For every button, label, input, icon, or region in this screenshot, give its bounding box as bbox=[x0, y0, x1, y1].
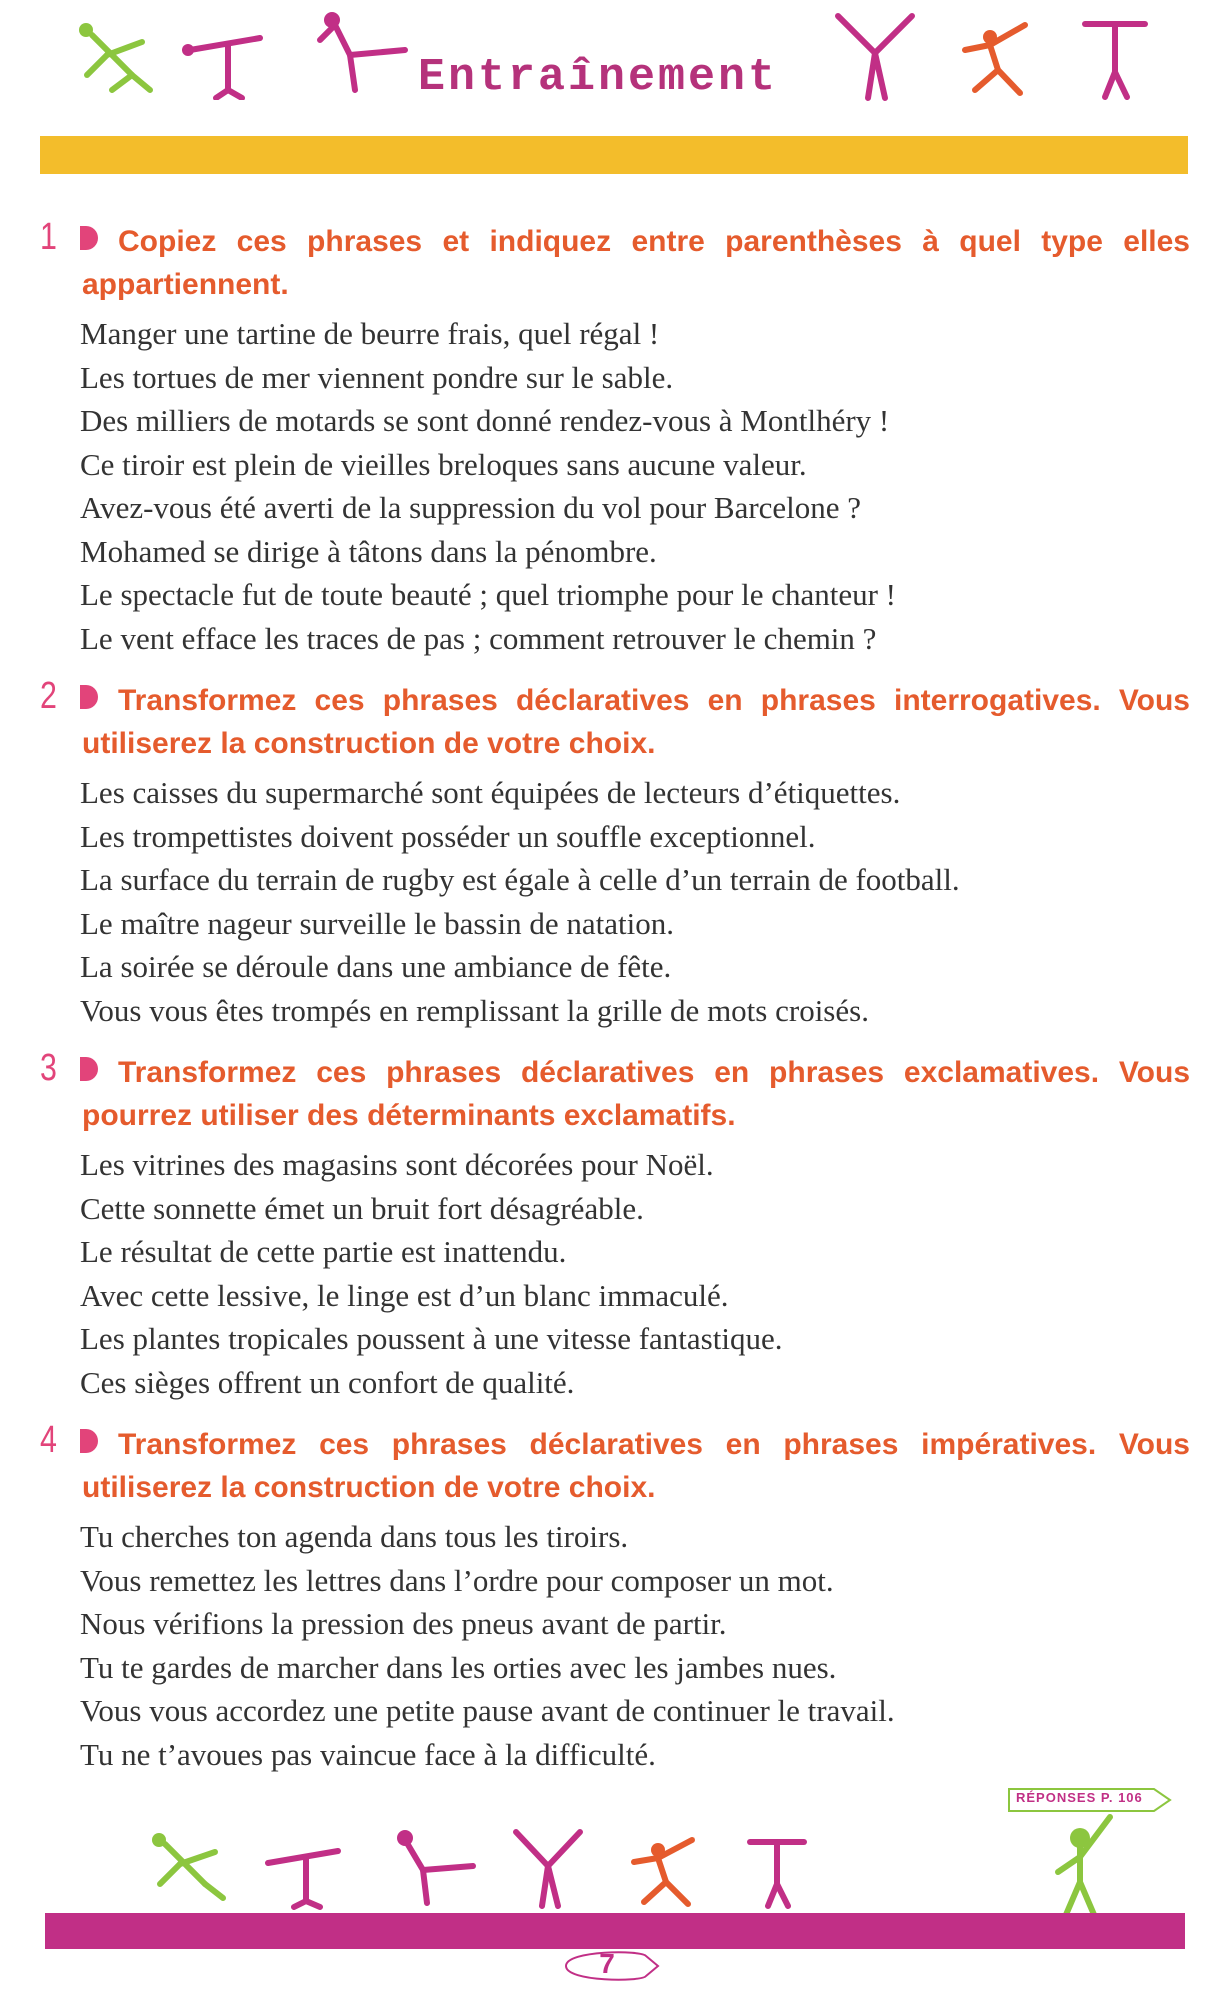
sentence-list bbox=[80, 1143, 1180, 1404]
acrobat-figure-icon bbox=[180, 20, 270, 100]
list-item: Tu ne t’avoues pas vaincue face à la difficulté. bbox=[80, 1736, 656, 1772]
page-number-badge bbox=[562, 1946, 660, 1986]
list-item: Le spectacle fut de toute beauté ; quel triomphe pour le chanteur ! bbox=[80, 577, 896, 612]
exercise-instruction: Transformez ces phrases déclaratives en phrases impératives. Vous utiliserez la construction de votre choix. bbox=[82, 1428, 1190, 1504]
list-item: Nous vérifions la pression des pneus avant de partir. bbox=[80, 1606, 727, 1641]
sentence-list bbox=[80, 312, 1180, 660]
list-item: Les caisses du supermarché sont équipées de lecteurs d’étiquettes. bbox=[80, 775, 901, 810]
acrobat-figure-icon bbox=[742, 1832, 812, 1910]
list-item: Vous remettez les lettres dans l’ordre pour composer un mot. bbox=[80, 1562, 834, 1598]
sentence-list bbox=[80, 771, 1180, 1032]
sign-holder-figure-icon bbox=[1040, 1812, 1130, 1922]
list-item: Avec cette lessive, le linge est d’un blanc immaculé. bbox=[80, 1277, 729, 1313]
list-item: Les vitrines des magasins sont décorées pour Noël. bbox=[80, 1147, 714, 1182]
answers-sign bbox=[1008, 1788, 1172, 1812]
list-item: Les trompettistes doivent posséder un souffle exceptionnel. bbox=[80, 818, 816, 854]
list-item: Ces sièges offrent un confort de qualité. bbox=[80, 1364, 575, 1400]
acrobat-figure-icon bbox=[145, 1832, 235, 1907]
header-band bbox=[40, 136, 1188, 174]
list-item: La soirée se déroule dans une ambiance de fête. bbox=[80, 949, 672, 984]
list-item: Les tortues de mer viennent pondre sur le sable. bbox=[80, 359, 674, 395]
list-item: Avez-vous été averti de la suppression du vol pour Barcelone ? bbox=[80, 490, 862, 525]
exercise-instruction: Transformez ces phrases déclaratives en phrases interrogatives. Vous utiliserez la construction de votre choix. bbox=[82, 684, 1190, 760]
exercise-number: 2 bbox=[40, 675, 57, 717]
list-item: Mohamed se dirige à tâtons dans la pénombre. bbox=[80, 533, 657, 569]
exercise-4 bbox=[40, 1419, 1190, 1779]
list-item: Manger une tartine de beurre frais, quel régal ! bbox=[80, 316, 660, 351]
list-item: Le maître nageur surveille le bassin de natation. bbox=[80, 905, 674, 941]
footer-band bbox=[45, 1913, 1185, 1949]
list-item: Tu cherches ton agenda dans tous les tiroirs. bbox=[80, 1519, 629, 1554]
acrobat-figure-icon bbox=[258, 1835, 348, 1910]
acrobat-figure-icon bbox=[508, 1826, 588, 1911]
acrobat-figure-icon bbox=[620, 1830, 705, 1910]
acrobat-figure-icon bbox=[310, 10, 420, 100]
list-item: Tu te gardes de marcher dans les orties avec les jambes nues. bbox=[80, 1649, 837, 1685]
page-title: Entraînement bbox=[418, 52, 779, 103]
list-item: La surface du terrain de rugby est égale à celle d’un terrain de football. bbox=[80, 862, 960, 897]
list-item: Des milliers de motards se sont donné rendez-vous à Montlhéry ! bbox=[80, 403, 890, 438]
page-number: 7 bbox=[599, 1948, 615, 1979]
list-item: Le vent efface les traces de pas ; comment retrouver le chemin ? bbox=[80, 620, 877, 656]
exercise-number: 3 bbox=[40, 1047, 57, 1089]
list-item: Le résultat de cette partie est inattendu. bbox=[80, 1234, 567, 1269]
answers-sign-label: RÉPONSES P. 106 bbox=[1016, 1790, 1143, 1805]
exercise-instruction: Transformez ces phrases déclaratives en phrases exclamatives. Vous pourrez utiliser des déterminants exclamatifs. bbox=[82, 1056, 1190, 1132]
list-item: Cette sonnette émet un bruit fort désagréable. bbox=[80, 1190, 644, 1226]
acrobat-figure-icon bbox=[385, 1828, 485, 1910]
list-item: Vous vous êtes trompés en remplissant la grille de mots croisés. bbox=[80, 992, 869, 1028]
exercise-1 bbox=[40, 216, 1190, 656]
exercise-number: 1 bbox=[40, 216, 57, 258]
list-item: Les plantes tropicales poussent à une vitesse fantastique. bbox=[80, 1321, 783, 1356]
exercise-2 bbox=[40, 675, 1190, 1035]
acrobat-figure-icon bbox=[830, 8, 920, 103]
exercise-3 bbox=[40, 1047, 1190, 1407]
list-item: Vous vous accordez une petite pause avant de continuer le travail. bbox=[80, 1693, 895, 1728]
list-item: Ce tiroir est plein de vieilles breloques sans aucune valeur. bbox=[80, 446, 807, 482]
sentence-list bbox=[80, 1515, 1180, 1776]
acrobat-figure-icon bbox=[1075, 12, 1155, 102]
page-header bbox=[0, 0, 1217, 180]
exercise-number: 4 bbox=[40, 1419, 57, 1461]
acrobat-figure-icon bbox=[72, 20, 162, 100]
acrobat-figure-icon bbox=[950, 15, 1040, 100]
exercise-instruction: Copiez ces phrases et indiquez entre parenthèses à quel type elles appartiennent. bbox=[82, 225, 1190, 301]
